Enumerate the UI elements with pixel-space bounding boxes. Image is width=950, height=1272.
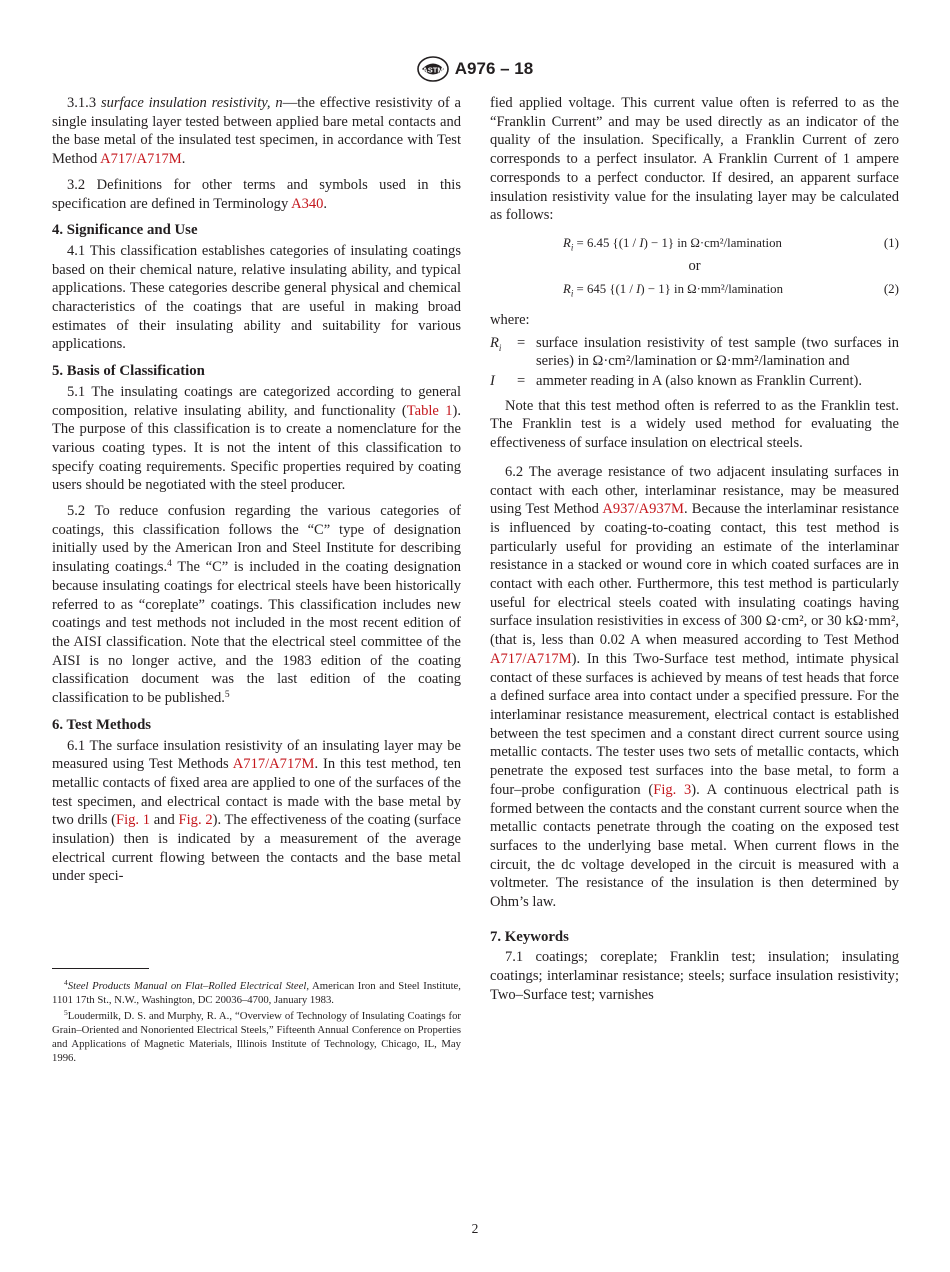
paragraph-5-1: 5.1 The insulating coatings are categorized according to general composition, relative insulating ability, and functionality (Table 1). The purpose of this classification is to create a nomenclature for the various coating types. It is not the intent of this classification to specify coating requirements. Specific properties required by coating users should be negotiated with the steel producer.: [52, 383, 461, 494]
footnote-rule: [52, 968, 149, 969]
link-a340[interactable]: A340: [291, 195, 324, 212]
astm-logo-text: ASTM: [422, 65, 444, 75]
footnotes: [52, 979, 461, 1068]
paragraph-5-2: 5.2 To reduce confusion regarding the various categories of coatings, this classification follows the “C” type of designation initially used by the American Iron and Steel Institute for describing insulating coatings.$^4$ The “C” is included in the coating designation because insulating coatings for electrical steels have been historically referred to as “coreplate” coatings. This classification includes new coatings and test methods not included in the most recent edition of the AISI classification. Note that the electrical steel committee of the AISI is no longer active, and the 1983 edition of the coating classification document was the last edition of the coating classification to be published.$^5$: [52, 503, 461, 707]
footnote-ref-5[interactable]: 5: [224, 690, 230, 701]
definition-i: I = ammeter reading in A (also known as Franklin Current).: [490, 373, 863, 390]
page-header: [0, 56, 950, 82]
equation-2: $R_i = 645$ {(1 / I) − 1} in Ω·mm²/lamination (2): [563, 280, 899, 299]
where-label: where:: [490, 311, 530, 328]
paragraph-6-2: 6.2 The average resistance of two adjacent insulating surfaces in contact with each other, interlaminar resistance, may be measured using Test Method A937/A937M. Because the interlaminar resistance is influenced by coating-to-coating contact, this test method is particularly useful for providing an estimate of the interlaminar resistance in a stacked or wound core in which coated surfaces are in contact with each other. Furthermore, this test method is particularly useful for electrical steels coated with insulating coatings having surface insulation resistivities in excess of 300 Ω·cm², or 30 kΩ·mm², (that is, less than 0.02 A when measured according to Test Method A717/A717M). In this Two-Surface test method, intimate physical contact of these surfaces is achieved by means of test heads that force a defined surface area into contact under a specified pressure. For the interlaminar resistance measurement, electrical contact is established between the test specimen and a constant direct current source using metallic contacts. The tester uses two sets of metallic contacts, which penetrate the exposed test surfaces into the base metal, to form a four–probe configuration (Fig. 3). A continuous electrical path is formed between the contacts and the constant current source when the metallic contacts penetrate through the coating on the exposed test surfaces to the underlying base metal. When current flows in the circuit, the dc voltage developed in the circuit is measured with a voltmeter. The resistance of the insulation is then determined by Ohm’s law.: [490, 463, 900, 911]
equation-or: or: [688, 257, 701, 274]
heading-test-methods: 6. Test Methods: [52, 716, 152, 733]
link-fig-2[interactable]: Fig. 2: [178, 812, 213, 829]
equation-2-number: (2): [883, 280, 899, 296]
page-number: 2: [471, 1221, 479, 1236]
link-a717-two-surface[interactable]: A717/A717M: [490, 650, 572, 667]
paragraph-3-1-3: 3.1.3 surface insulation resistivity, n—the effective resistivity of a single insulating layer tested between applied bare metal contacts and the base metal of the insulated test specimen, in accordance with Test Method A717/A717M.: [52, 95, 461, 168]
link-fig-1[interactable]: Fig. 1: [116, 812, 151, 829]
footnote-ref-4[interactable]: 4: [167, 559, 172, 570]
footnote-4: $^4$Steel Products Manual on Flat–Rolled Electrical Steel, American Iron and Steel Institute, 1101 17th St., N.W., Washington, DC 20036–4700, January 1983.: [52, 978, 461, 1007]
document-designation: A976 – 18: [454, 59, 534, 78]
paragraph-6-1-continued: fied applied voltage. This current value often is referred to as the “Franklin Current” and may be used directly as an indicator of the quality of the insulation. Specifically, a Franklin Current of zero corresponds to a perfect insulator. A Franklin Current of 1 ampere corresponds to a perfect conductor. If desired, an apparent surface insulation resistivity value for the insulating layer may be calculated as follows:: [490, 95, 899, 224]
term-surface-insulation-resistivity: surface insulation resistivity, n: [100, 95, 283, 111]
paragraph-franklin-note: Note that this test method often is referred to as the Franklin test. The Franklin test is a widely used method for evaluating the effectiveness of surface insulation on electrical steels.: [490, 397, 899, 452]
paragraph-4-1: 4.1 This classification establishes categories of insulating coatings based on their chemical nature, relative insulating ability, and typical applications. These categories describe general physical and chemical characteristics of the coatings that are useful in making broad estimates of their insulating ability and suitability for various applications.: [52, 242, 461, 353]
equation-1-number: (1): [883, 234, 899, 250]
right-column: [490, 94, 899, 1012]
equation-1: $R_i = 6.45$ {(1 / I) − 1} in Ω·cm²/lamination (1): [563, 234, 899, 253]
paragraph-7-1: 7.1 coatings; coreplate; Franklin test; insulation; insulating coatings; interlaminar resistance; steels; surface insulation resistivity; Two–Surface test; varnishes: [490, 949, 899, 1003]
paragraph-3-2: 3.2 Definitions for other terms and symbols used in this specification are defined in Terminology A340.: [52, 176, 461, 212]
heading-keywords: 7. Keywords: [490, 928, 569, 945]
footnote-5: $^5$Loudermilk, D. S. and Murphy, R. A., “Overview of Technology of Insulating Coatings for Grain–Oriented and Nonoriented Electrical Steels,” Fifteenth Annual Conference on Properties and Applications of Magnetic Materials, Illinois Institute of Technology, Chicago, IL, May 1996.: [52, 1008, 461, 1065]
definition-ri: $R_i$ = surface insulation resistivity of test sample (two surfaces in series) in Ω·cm²/lamination or Ω·mm²/lamination and: [490, 334, 899, 370]
link-table-1[interactable]: Table 1: [406, 402, 453, 419]
left-column: [52, 94, 461, 893]
link-a937[interactable]: A937/A937M: [602, 501, 684, 518]
heading-basis-of-classification: 5. Basis of Classification: [52, 363, 205, 380]
link-fig-3[interactable]: Fig. 3: [653, 781, 692, 798]
link-a717[interactable]: A717/A717M: [100, 151, 182, 168]
astm-logo-icon: [417, 56, 449, 82]
link-a717-test-methods[interactable]: A717/A717M: [232, 756, 315, 773]
paragraph-6-1: 6.1 The surface insulation resistivity of an insulating layer may be measured using Test Methods A717/A717M. In this test method, ten metallic contacts of fixed area are applied to one of the surfaces of the test specimen, and electrical contact is made with the base metal by two drills (Fig. 1 and Fig. 2). The effectiveness of the coating (surface insulation) then is indicated by a measurement of the average electrical current flowing between the contacts and the base metal under speci-: [52, 737, 462, 885]
heading-significance-and-use: 4. Significance and Use: [52, 222, 198, 239]
